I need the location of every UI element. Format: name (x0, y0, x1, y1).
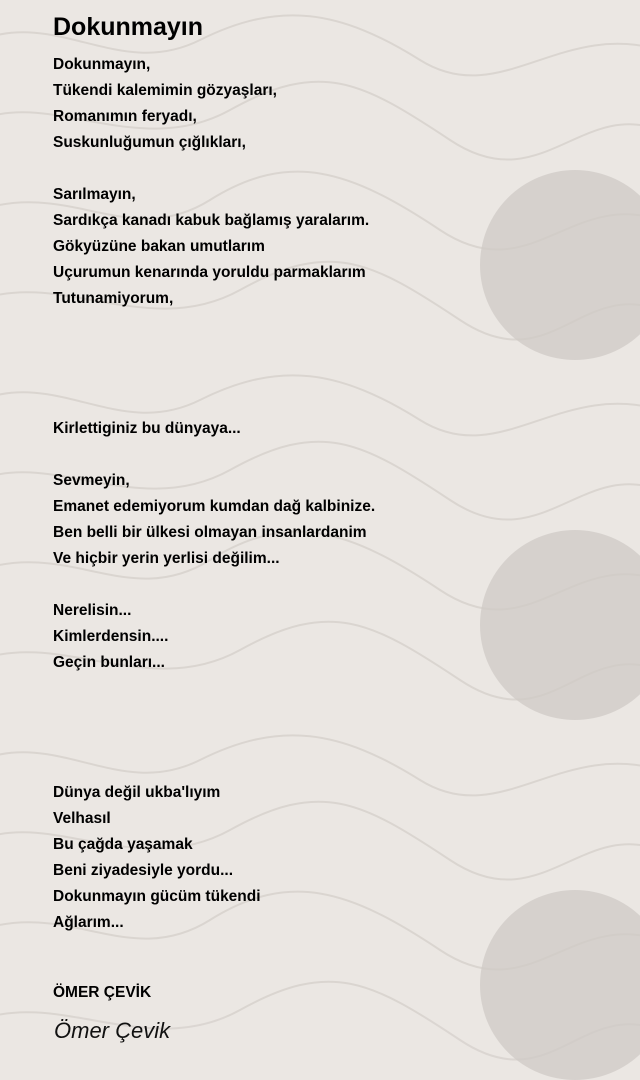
poem-line: Dünya değil ukba'lıyım (53, 784, 221, 801)
poem-line: Ağlarım... (53, 914, 124, 931)
poem-line: Suskunluğumun çığlıkları, (53, 134, 246, 151)
poem-line: Bu çağda yaşamak (53, 836, 193, 853)
poem-blank-line (53, 390, 623, 416)
poem-blank-line (53, 676, 623, 702)
poem-line: Ben belli bir ülkesi olmayan insanlardanim (53, 524, 367, 541)
poem-line: Gökyüzüne bakan umutlarım (53, 238, 265, 255)
poem-line: Tükendi kalemimin gözyaşları, (53, 82, 277, 99)
poem-title: Dokunmayın (53, 13, 204, 41)
poem-line: Uçurumun kenarında yoruldu parmaklarım (53, 264, 366, 281)
poem-line: Nerelisin... (53, 602, 132, 619)
author-signature: Ömer Çevik (54, 1018, 171, 1043)
poem-line: Kimlerdensin.... (53, 628, 169, 645)
poem-line: Sarılmayın, (53, 186, 136, 203)
poem-line: Beni ziyadesiyle yordu... (53, 862, 234, 879)
poem-blank-line (53, 728, 623, 754)
poem-line: Emanet edemiyorum kumdan dağ kalbinize. (53, 498, 376, 515)
poem-line: Dokunmayın gücüm tükendi (53, 888, 261, 905)
poem-line: Romanımın feryadı, (53, 108, 197, 125)
poem-line: Geçin bunları... (53, 654, 165, 671)
poem-line: Dokunmayın, (53, 56, 151, 73)
poem-blank-line (53, 702, 623, 728)
author-name: ÖMER ÇEVİK (53, 984, 152, 1001)
poem-blank-line (53, 754, 623, 780)
poem-blank-line (53, 442, 623, 468)
poem-line: Sardıkça kanadı kabuk bağlamış yaralarım. (53, 212, 370, 229)
poem-blank-line (53, 364, 623, 390)
poem-blank-line (53, 312, 623, 338)
poem-body (53, 52, 623, 936)
poem-line: Velhasıl (53, 810, 111, 827)
poem-blank-line (53, 572, 623, 598)
poem-line: Kirlettiginiz bu dünyaya... (53, 420, 241, 437)
poem-line: Ve hiçbir yerin yerlisi değilim... (53, 550, 280, 567)
poem-line: Tutunamiyorum, (53, 290, 174, 307)
poem-blank-line (53, 338, 623, 364)
poem-blank-line (53, 156, 623, 182)
poem-line: Sevmeyin, (53, 472, 130, 489)
